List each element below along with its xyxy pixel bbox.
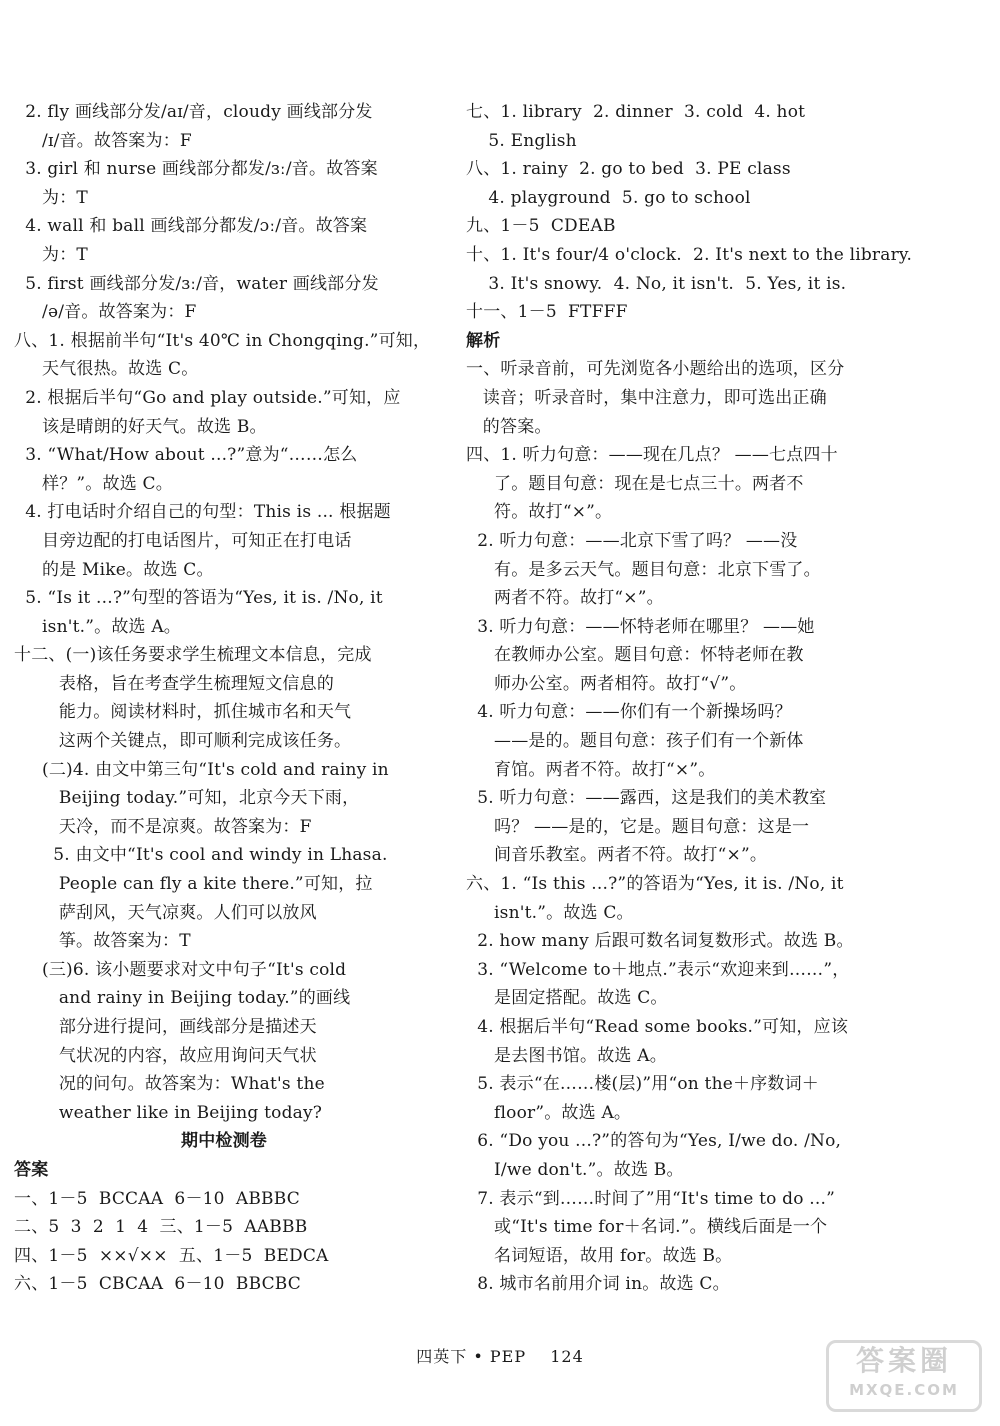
text-line: 表格，旨在考查学生梳理短文信息的 <box>14 673 335 694</box>
text-line: 3. 听力句意：——怀特老师在哪里？ ——她 <box>466 616 815 637</box>
text-line: (二)4. 由文中第三句“It's cold and rainy in <box>14 759 389 780</box>
text-line: /ɪ/音。故答案为：F <box>14 130 192 151</box>
text-line: 间音乐教室。两者不符。故打“×”。 <box>466 845 768 866</box>
answer-line: 3. It's snowy. 4. No, it isn't. 5. Yes, it is. <box>466 273 847 294</box>
text-line: 2. fly 画线部分发/aɪ/音，cloudy 画线部分发 <box>14 102 373 122</box>
answer-line: 八、1. rainy 2. go to bed 3. PE class <box>466 159 791 180</box>
text-line: 5. 听力句意：——露西，这是我们的美术教室 <box>466 788 827 809</box>
text-line: 天气很热。故选 C。 <box>14 359 199 380</box>
text-line: /ə/音。故答案为：F <box>14 302 197 323</box>
text-line: 为：T <box>14 187 88 208</box>
text-line: I/we don't.”。故选 B。 <box>466 1159 684 1180</box>
text-line: 3. “What/How about ...?”意为“……怎么 <box>14 445 358 466</box>
text-line: 是固定搭配。故选 C。 <box>466 988 668 1009</box>
text-line: 的答案。 <box>466 416 552 437</box>
answer-line: 七、1. library 2. dinner 3. cold 4. hot <box>466 102 806 122</box>
text-line: weather like in Beijing today? <box>14 1102 323 1123</box>
watermark-main-text: 答案圈 <box>855 1344 952 1377</box>
text-line: 六、1. “Is this ...?”的答语为“Yes, it is. /No, it <box>466 874 844 895</box>
footer-separator: • <box>473 1347 484 1366</box>
text-line: People can fly a kite there.”可知，拉 <box>14 874 373 895</box>
answer-line: 一、1－5 BCCAA 6－10 ABBBC <box>14 1188 300 1209</box>
text-line: 样？”。故选 C。 <box>14 473 173 494</box>
text-line: 4. 听力句意：——你们有一个新操场吗？ <box>466 702 792 723</box>
text-line: 了。题目句意：现在是七点三十。两者不 <box>466 473 804 494</box>
text-line: 6. “Do you ...?”的答句为“Yes, I/we do. /No, <box>466 1131 842 1152</box>
text-line: isn't.”。故选 A。 <box>14 616 182 637</box>
text-line: 该是晴朗的好天气。故选 B。 <box>14 416 267 437</box>
watermark-sub-text: MXQE.COM <box>849 1381 959 1399</box>
midterm-title: 期中检测卷 <box>181 1131 267 1152</box>
text-line: 育馆。两者不符。故打“×”。 <box>466 759 716 780</box>
answer-line: 十一、1－5 FTFFF <box>466 302 628 323</box>
text-line: 4. 打电话时介绍自己的句型：This is ... 根据题 <box>14 502 391 523</box>
text-line: 师办公室。两者相符。故打“√”。 <box>466 673 747 694</box>
footer-edition: PEP <box>489 1347 527 1366</box>
text-line: 5. 由文中“It's cool and windy in Lhasa. <box>14 845 388 866</box>
text-line: 十二、(一)该任务要求学生梳理文本信息，完成 <box>14 645 372 666</box>
text-line: 筝。故答案为：T <box>14 931 191 952</box>
right-column <box>466 98 913 1299</box>
text-line: 5. “Is it ...?”句型的答语为“Yes, it is. /No, it <box>14 588 383 609</box>
text-line: 况的问句。故答案为：What's the <box>14 1074 325 1095</box>
text-line: 2. 听力句意：——北京下雪了吗？ ——没 <box>466 530 798 551</box>
answer-line: 四、1－5 ××√×× 五、1－5 BEDCA <box>14 1245 329 1266</box>
text-line: and rainy in Beijing today.”的画线 <box>14 988 351 1009</box>
text-line: 或“It's time for＋名词.”。横线后面是一个 <box>466 1217 828 1238</box>
watermark-logo <box>826 1340 982 1412</box>
answer-line: 十、1. It's four/4 o'clock. 2. It's next to the library. <box>466 244 913 265</box>
text-line: 八、1. 根据前半句“It's 40℃ in Chongqing.”可知， <box>14 330 431 351</box>
text-line: 符。故打“×”。 <box>466 502 613 523</box>
text-line: 为：T <box>14 244 88 265</box>
left-column <box>14 98 434 1299</box>
text-line: 5. 表示“在……楼(层)”用“on the＋序数词＋ <box>466 1074 819 1095</box>
answer-line: 4. playground 5. go to school <box>466 187 751 208</box>
text-line: 在教师办公室。题目句意：怀特老师在教 <box>466 645 804 666</box>
text-line: 5. first 画线部分发/ɜː/音，water 画线部分发 <box>14 273 379 294</box>
text-line: 2. 根据后半句“Go and play outside.”可知，应 <box>14 387 401 408</box>
answer-line: 5. English <box>466 130 577 151</box>
text-line: 8. 城市名前用介词 in。故选 C。 <box>466 1274 730 1295</box>
text-line: 萨刮风，天气凉爽。人们可以放风 <box>14 902 317 923</box>
text-line: 4. wall 和 ball 画线部分都发/ɔː/音。故答案 <box>14 216 368 237</box>
text-line: 一、听录音前，可先浏览各小题给出的选项，区分 <box>466 359 845 380</box>
answer-line: 二、5 3 2 1 4 三、1－5 AABBB <box>14 1217 308 1238</box>
text-line: (三)6. 该小题要求对文中句子“It's cold <box>14 959 347 980</box>
text-line: 名词短语，故用 for。故选 B。 <box>466 1245 733 1266</box>
text-line: 有。是多云天气。题目句意：北京下雪了。 <box>466 559 821 580</box>
text-line: 能力。阅读材料时，抓住城市名和天气 <box>14 702 352 723</box>
text-line: 这两个关键点，即可顺利完成该任务。 <box>14 731 352 752</box>
text-line: 3. “Welcome to＋地点.”表示“欢迎来到……”， <box>466 959 850 980</box>
text-line: 部分进行提问，画线部分是描述天 <box>14 1017 317 1037</box>
text-line: 两者不符。故打“×”。 <box>466 588 664 609</box>
page-number: 124 <box>550 1347 584 1366</box>
text-line: 读音；听录音时，集中注意力，即可选出正确 <box>466 387 827 408</box>
text-line: isn't.”。故选 C。 <box>466 902 634 923</box>
analysis-heading: 解析 <box>466 330 501 351</box>
answer-line: 六、1－5 CBCAA 6－10 BBCBC <box>14 1274 302 1295</box>
text-line: 是去图书馆。故选 A。 <box>466 1045 667 1066</box>
text-line: 4. 根据后半句“Read some books.”可知，应该 <box>466 1017 849 1037</box>
answer-line: 九、1－5 CDEAB <box>466 216 616 237</box>
text-line: 天冷，而不是凉爽。故答案为：F <box>14 816 312 837</box>
text-line: 目旁边配的打电话图片，可知正在打电话 <box>14 530 352 551</box>
text-line: ——是的。题目句意：孩子们有一个新体 <box>466 731 804 752</box>
text-line: 吗？ ——是的，它是。题目句意：这是一 <box>466 816 810 837</box>
text-line: 四、1. 听力句意：——现在几点？ ——七点四十 <box>466 445 838 466</box>
footer-book: 四英下 <box>416 1347 468 1366</box>
text-line: 的是 Mike。故选 C。 <box>14 559 214 580</box>
text-line: 3. girl 和 nurse 画线部分都发/ɜː/音。故答案 <box>14 159 378 180</box>
text-line: 气状况的内容，故应用询问天气状 <box>14 1045 317 1066</box>
text-line: floor”。故选 A。 <box>466 1102 632 1123</box>
answers-heading: 答案 <box>14 1159 49 1180</box>
text-line: 7. 表示“到……时间了”用“It's time to do ...” <box>466 1188 835 1209</box>
text-line: Beijing today.”可知，北京今天下雨， <box>14 788 360 809</box>
text-line: 2. how many 后跟可数名词复数形式。故选 B。 <box>466 931 854 952</box>
